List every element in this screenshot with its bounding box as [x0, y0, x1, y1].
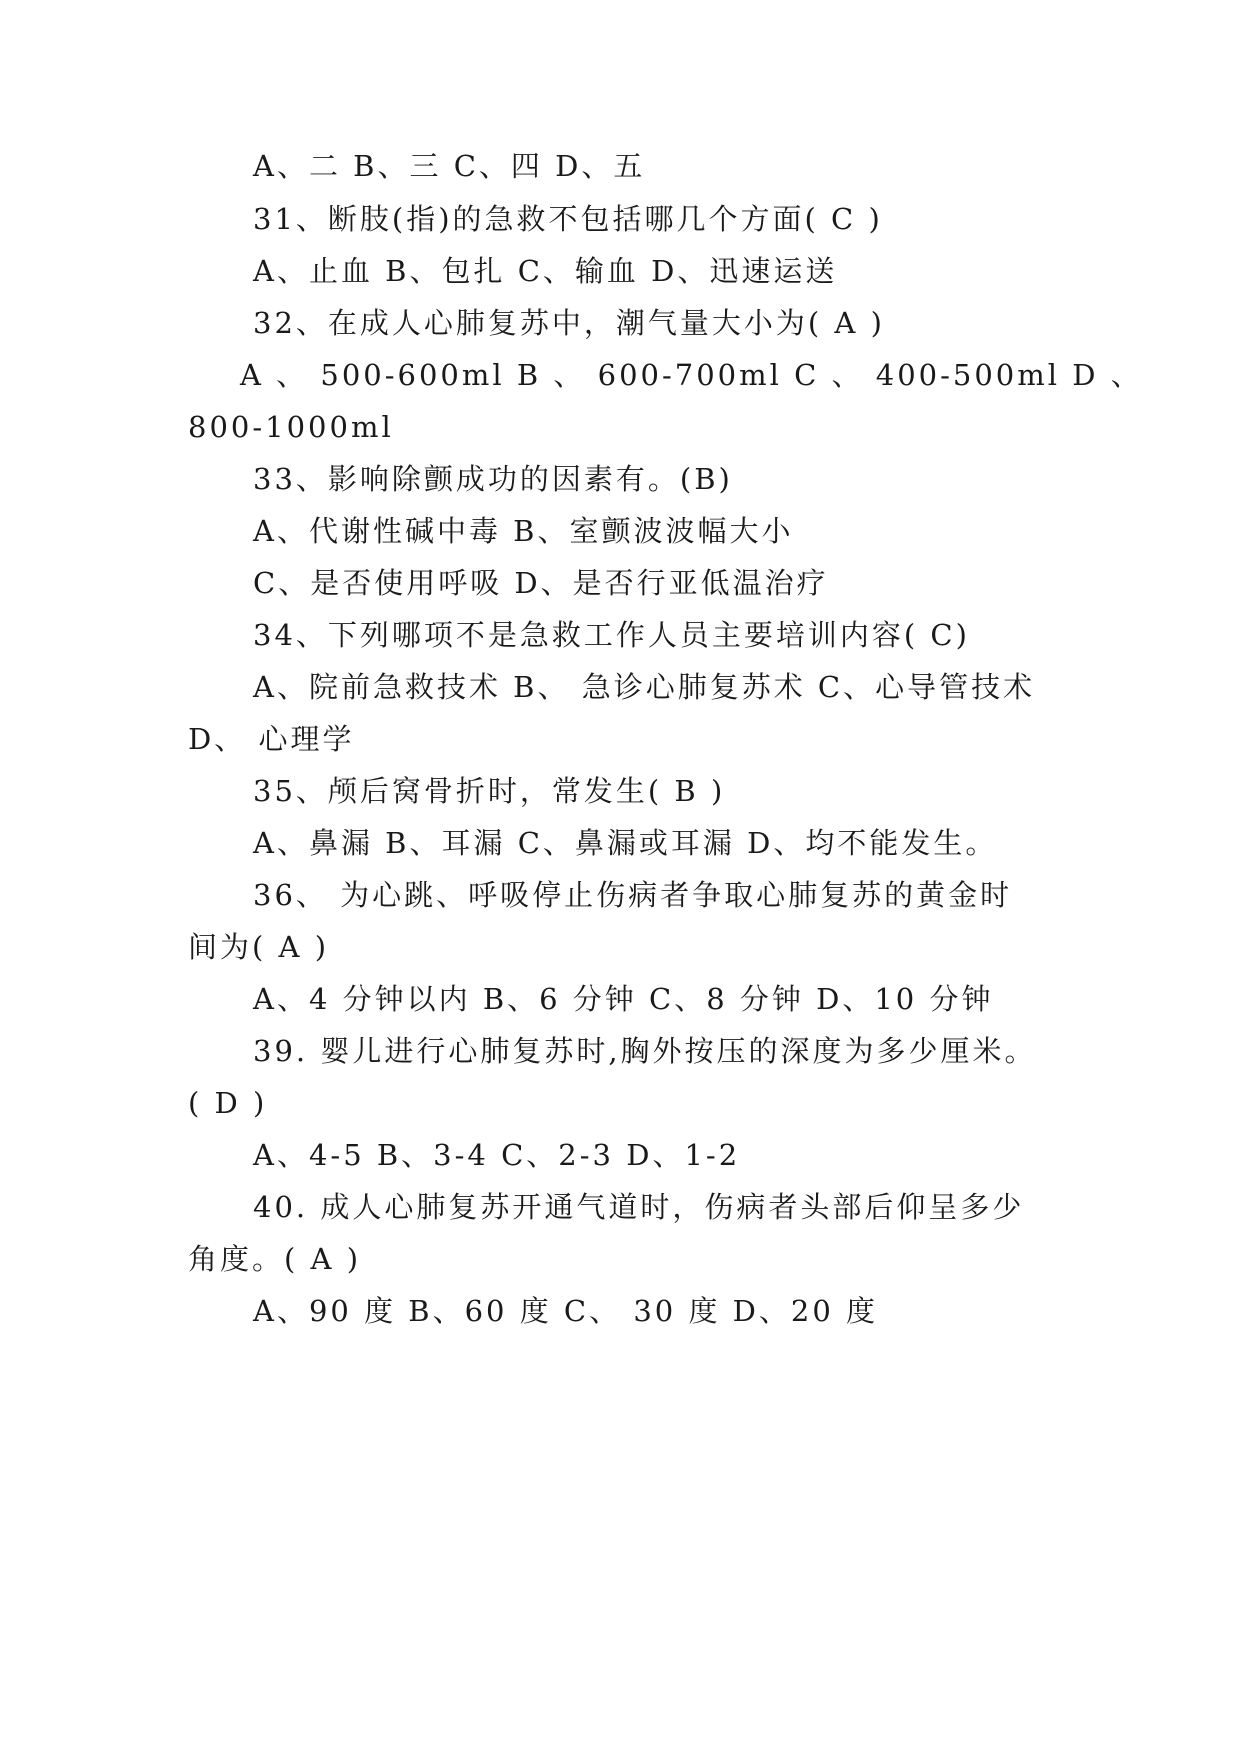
question-34: 34、下列哪项不是急救工作人员主要培训内容( C) [253, 618, 970, 652]
question-40-cont: 角度。( A ) [188, 1242, 362, 1276]
options-40: A、90 度 B、60 度 C、 30 度 D、20 度 [253, 1294, 879, 1328]
options-31: A、止血 B、包扎 C、输血 D、迅速运送 [253, 254, 838, 288]
question-35: 35、颅后窝骨折时，常发生( B ) [253, 774, 726, 808]
options-39: A、4-5 B、3-4 C、2-3 D、1-2 [253, 1138, 741, 1172]
question-31: 31、断肢(指)的急救不包括哪几个方面( C ) [253, 202, 883, 236]
options-36: A、4 分钟以内 B、6 分钟 C、8 分钟 D、10 分钟 [253, 982, 994, 1016]
options-33-a: A、代谢性碱中毒 B、室颤波波幅大小 [253, 514, 794, 548]
options-34-cont: D、 心理学 [188, 722, 355, 756]
options-32: A 、 500-600ml B 、 600-700ml C 、 400-500ml D 、 [240, 358, 1143, 392]
question-39: 39. 婴儿进行心肺复苏时,胸外按压的深度为多少厘米。 [253, 1034, 1037, 1068]
question-33: 33、影响除颤成功的因素有。(B) [253, 462, 733, 496]
question-39-cont: ( D ) [188, 1086, 268, 1120]
question-32: 32、在成人心肺复苏中，潮气量大小为( A ) [253, 306, 885, 340]
question-36: 36、 为心跳、呼吸停止伤病者争取心肺复苏的黄金时 [253, 878, 1013, 912]
question-36-cont: 间为( A ) [188, 930, 330, 964]
text-line: A、二 B、三 C、四 D、五 [253, 149, 646, 183]
options-34: A、院前急救技术 B、 急诊心肺复苏术 C、心导管技术 [253, 670, 1036, 704]
question-40: 40. 成人心肺复苏开通气道时，伤病者头部后仰呈多少 [253, 1190, 1025, 1224]
options-35: A、鼻漏 B、耳漏 C、鼻漏或耳漏 D、均不能发生。 [253, 826, 998, 860]
options-33-b: C、是否使用呼吸 D、是否行亚低温治疗 [253, 566, 829, 600]
options-32-cont: 800-1000ml [188, 410, 394, 444]
